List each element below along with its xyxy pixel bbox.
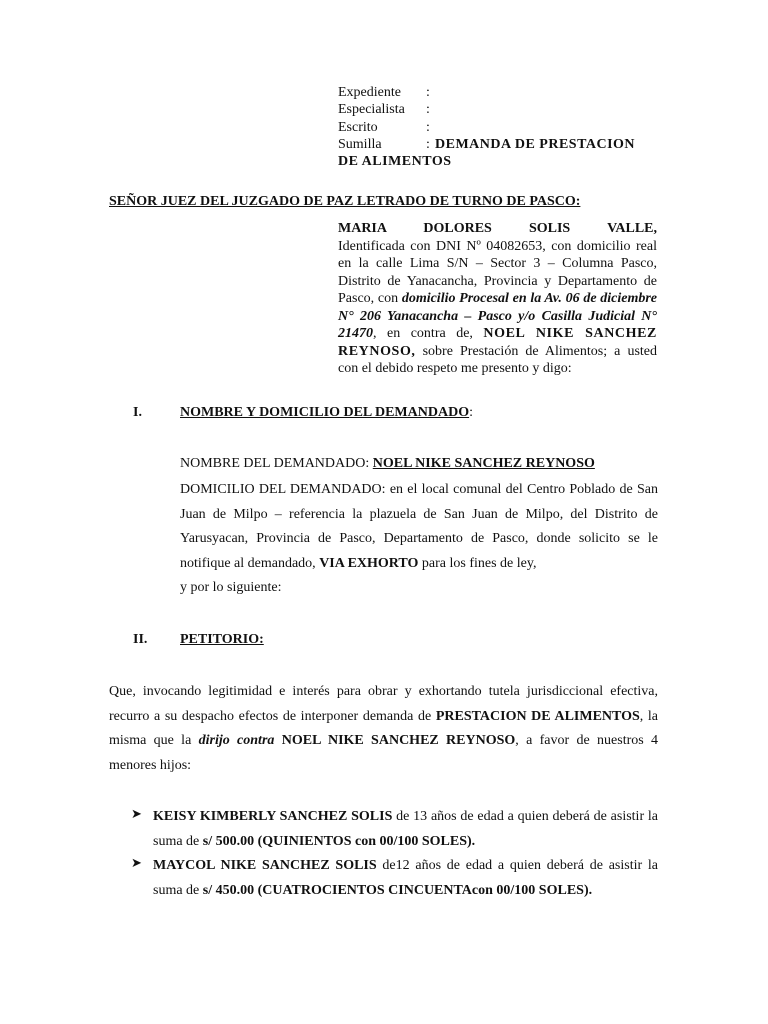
child-age-text: de 13 años de edad a quien deberá de asistir la suma de — [153, 809, 659, 849]
expediente-label: Expediente — [338, 85, 401, 100]
section-1-heading — [180, 405, 473, 421]
colon: : — [426, 102, 430, 118]
defendant-name-value: NOEL NIKE SANCHEZ REYNOSO — [372, 456, 595, 471]
defendant-name-line — [180, 456, 595, 472]
plaintiff-text: Identificada con DNI Nº 04082653, con domicilio real en la calle Lima S/N – Sector 3 – Columna Pasco, Distrito de Yanacancha, Provincia y Departamento de Pasco, con — [338, 238, 657, 306]
children-list — [131, 805, 658, 903]
child-age-text: de12 años de edad a quien deberá de asistir la suma de — [153, 858, 659, 898]
child-entry-2 — [153, 854, 658, 903]
arrowhead-bullet-icon: ➤ — [131, 855, 142, 871]
list-item — [131, 854, 658, 903]
child-entry-1 — [153, 805, 658, 854]
expediente-row — [338, 84, 668, 101]
section-1-title: NOMBRE Y DOMICILIO DEL DEMANDADO — [180, 405, 470, 420]
petitorio-end: , a favor de nuestros 4 menores hijos: — [109, 733, 659, 773]
subject-text: sobre Prestación de Alimentos; a usted con el debido respeto me presento y digo: — [338, 343, 657, 376]
arrowhead-bullet-icon: ➤ — [131, 806, 142, 821]
child-amount: s/ 450.00 (CUATROCIENTOS CINCUENTAcon 00/100 SOLES). — [202, 882, 593, 898]
sumilla-row — [338, 136, 668, 153]
addressee-heading: SEÑOR JUEZ DEL JUZGADO DE PAZ LETRADO DE TURNO DE PASCO: — [109, 194, 581, 209]
defendant-domicile — [180, 478, 658, 601]
section-1-number — [133, 405, 142, 421]
especialista-label: Especialista — [338, 102, 405, 118]
petitorio-paragraph — [109, 680, 658, 778]
party-introduction — [338, 220, 657, 378]
defendant-name-label: NOMBRE DEL DEMANDADO: — [180, 456, 370, 471]
defendant-domicile-text: en el local comunal del Centro Poblado de San Juan de Milpo – referencia la plazuela de San Juan de Milpo, del Distrito de Yarusyacan, Provincia de Pasco, Departamento de Pasco, donde solicito se le notifique al demandado, — [180, 482, 659, 571]
sumilla-label: Sumilla — [338, 136, 382, 152]
section-2-title: PETITORIO: — [180, 632, 264, 647]
via-exhorto: VIA EXHORTO — [319, 555, 419, 571]
petitorio-defendant: NOEL NIKE SANCHEZ REYNOSO — [281, 733, 516, 749]
sumilla-value: DEMANDA DE PRESTACION — [435, 136, 636, 152]
section-2-heading — [180, 632, 264, 648]
petitorio-directed: dirijo contra — [198, 733, 275, 749]
plaintiff-name: MARIA DOLORES SOLIS VALLE, — [338, 221, 657, 236]
case-header — [338, 84, 668, 170]
against-text: , en contra de, — [373, 326, 473, 341]
section-number: II. — [133, 632, 148, 647]
child-amount: s/ 500.00 (QUINIENTOS con 00/100 SOLES). — [202, 833, 476, 849]
domicile-ending: para los fines de ley, — [421, 555, 537, 571]
procedural-domicile: domicilio Procesal en la Av. 06 de diciembre N° 206 Yanacancha – Pasco y/o Casilla Judicial N° 21470 — [338, 291, 658, 341]
colon: : — [426, 85, 430, 100]
section-1-colon: : — [469, 405, 473, 420]
list-item — [131, 805, 658, 854]
child-name: KEISY KIMBERLY SANCHEZ SOLIS — [153, 809, 393, 824]
sumilla-value-line2: DE ALIMENTOS — [338, 154, 452, 170]
section-2-number — [133, 632, 147, 648]
section-number: I. — [133, 405, 142, 420]
escrito-row — [338, 119, 668, 136]
petitorio-text: Que, invocando legitimidad e interés para obrar y exhortando tutela jurisdiccional efectiva, recurro a su despacho efectos de interponer demanda de — [109, 684, 658, 724]
defendant-domicile-label: DOMICILIO DEL DEMANDADO: — [180, 482, 386, 497]
petitorio-demand: PRESTACION DE ALIMENTOS — [435, 708, 640, 724]
especialista-row — [338, 101, 668, 118]
escrito-label: Escrito — [338, 119, 378, 135]
petitorio-cont: , la misma que la — [109, 708, 659, 749]
domicile-last-line: y por lo siguiente: — [180, 580, 282, 596]
colon: : — [426, 119, 430, 135]
child-name: MAYCOL NIKE SANCHEZ SOLIS — [153, 858, 377, 874]
defendant-name: NOEL NIKE SANCHEZ REYNOSO, — [338, 326, 657, 359]
colon: : — [426, 136, 430, 152]
